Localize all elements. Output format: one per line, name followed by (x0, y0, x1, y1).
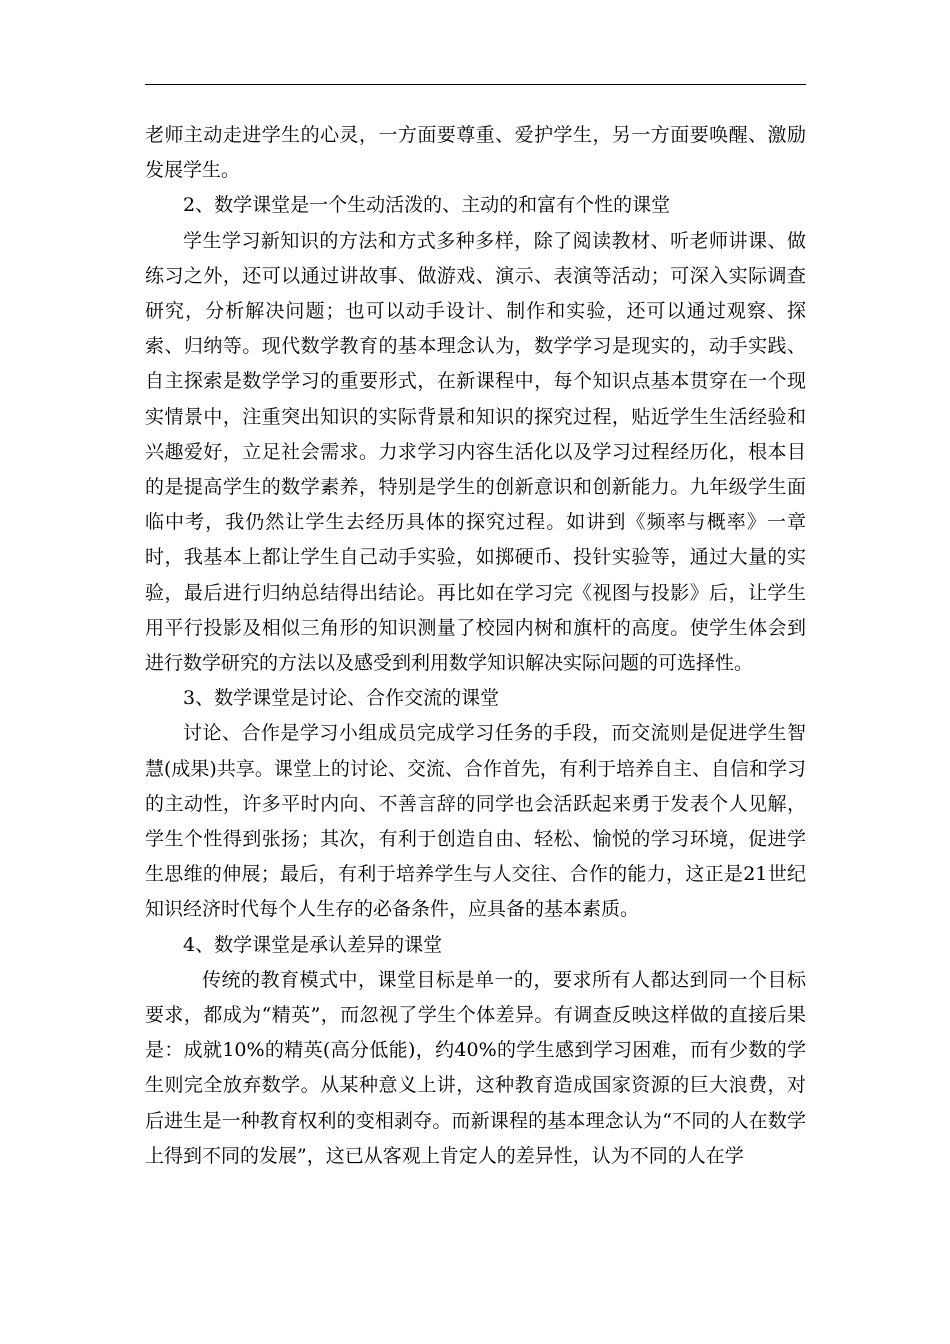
section-heading-3: 3、数学课堂是讨论、合作交流的课堂 (183, 687, 500, 710)
body-text (145, 118, 806, 1174)
header-rule (145, 84, 806, 85)
section-heading-4: 4、数学课堂是承认差异的课堂 (183, 933, 443, 956)
paragraph-continuation: 老师主动走进学生的心灵，一方面要尊重、爱护学生，另一方面要唤醒、激励发展学生。 (145, 124, 806, 182)
paragraph-discussion-cooperation: 讨论、合作是学习小组成员完成学习任务的手段，而交流则是促进学生智慧(成果)共享。课堂上的讨论、交流、合作首先，有利于培养自主、自信和学习的主动性，许多平时内向、不善言辞的同学也会活跃起来勇于发表个人见解，学生个性得到张扬；其次，有利于创造自由、轻松、愉悦的学习环境，促进学生思维的伸展；最后，有利于培养学生与人交往、合作的能力，这正是21世纪知识经济时代每个人生存的必备条件，应具备的基本素质。 (145, 722, 806, 921)
paragraph-learning-methods: 学生学习新知识的方法和方式多种多样，除了阅读教材、听老师讲课、做练习之外，还可以通过讲故事、做游戏、演示、表演等活动；可深入实际调查研究，分析解决问题；也可以动手设计、制作和实验，还可以通过观察、探索、归纳等。现代数学教育的基本理念认为，数学学习是现实的，动手实践、自主探索是数学学习的重要形式，在新课程中，每个知识点基本贯穿在一个现实情景中，注重突出知识的实际背景和知识的探究过程，贴近学生生活经验和兴趣爱好，立足社会需求。力求学习内容生活化以及学习过程经历化，根本目的是提高学生的数学素养，特别是学生的创新意识和创新能力。九年级学生面临中考，我仍然让学生去经历具体的探究过程。如讲到《频率与概率》一章时，我基本上都让学生自己动手实验，如掷硬币、投针实验等，通过大量的实验，最后进行归纳总结得出结论。再比如在学习完《视图与投影》后，让学生用平行投影及相似三角形的知识测量了校园内树和旗杆的高度。使学生体会到进行数学研究的方法以及感受到利用数学知识解决实际问题的可选择性。 (145, 229, 806, 675)
section-heading-2: 2、数学课堂是一个生动活泼的、主动的和富有个性的课堂 (183, 194, 671, 217)
paragraph-individual-differences: 传统的教育模式中，课堂目标是单一的，要求所有人都达到同一个目标要求，都成为“精英”，而忽视了学生个体差异。有调查反映这样做的直接后果是：成就10%的精英(高分低能)，约40%的学生感到学习困难，而有少数的学生则完全放弃数学。从某种意义上讲，这种教育造成国家资源的巨大浪费，对后进生是一种教育权利的变相剥夺。而新课程的基本理念认为“不同的人在数学上得到不同的发展”，这已从客观上肯定人的差异性，认为不同的人在学 (145, 968, 806, 1167)
